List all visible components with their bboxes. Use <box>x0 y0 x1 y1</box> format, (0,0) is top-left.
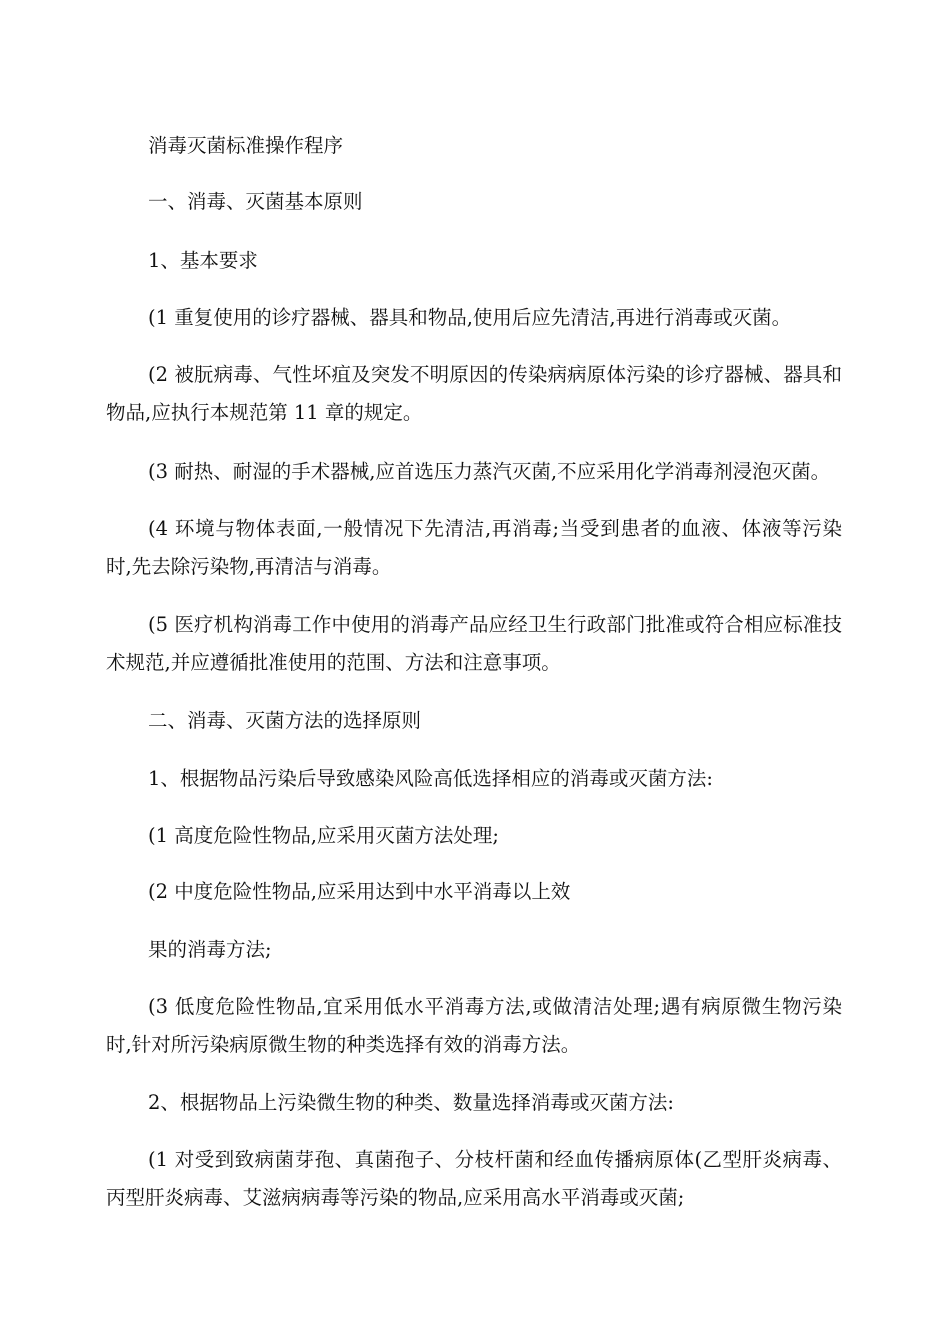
paragraph-2-2-1: (1 对受到致病菌芽孢、真菌孢子、分枝杆菌和经血传播病原体(乙型肝炎病毒、丙型肝炎病毒、艾滋病病毒等污染的物品,应采用高水平消毒或灭菌; <box>106 1148 842 1209</box>
section-heading-2: 二、消毒、灭菌方法的选择原则 <box>148 709 422 732</box>
subsection-heading-1-1: 1、基本要求 <box>148 249 258 272</box>
subsection-heading-2-2: 2、根据物品上污染微生物的种类、数量选择消毒或灭菌方法: <box>148 1091 674 1114</box>
subsection-heading-2-1: 1、根据物品污染后导致感染风险高低选择相应的消毒或灭菌方法: <box>148 767 713 790</box>
paragraph-2-1-2: (2 中度危险性物品,应采用达到中水平消毒以上效 <box>148 880 571 903</box>
paragraph-1-1-1: (1 重复使用的诊疗器械、器具和物品,使用后应先清洁,再进行消毒或灭菌。 <box>148 306 792 329</box>
paragraph-1-1-5: (5 医疗机构消毒工作中使用的消毒产品应经卫生行政部门批准或符合相应标准技术规范,并应遵循批准使用的范围、方法和注意事项。 <box>106 613 842 674</box>
paragraph-1-1-4: (4 环境与物体表面,一般情况下先清洁,再消毒;当受到患者的血液、体液等污染时,先去除污染物,再清洁与消毒。 <box>106 517 842 578</box>
paragraph-2-1-2-continued: 果的消毒方法; <box>148 938 272 961</box>
paragraph-2-1-3: (3 低度危险性物品,宜采用低水平消毒方法,或做清洁处理;遇有病原微生物污染时,针对所污染病原微生物的种类选择有效的消毒方法。 <box>106 995 842 1056</box>
paragraph-1-1-3: (3 耐热、耐湿的手术器械,应首选压力蒸汽灭菌,不应采用化学消毒剂浸泡灭菌。 <box>148 460 831 483</box>
paragraph-2-1-1: (1 高度危险性物品,应采用灭菌方法处理; <box>148 824 499 847</box>
section-heading-1: 一、消毒、灭菌基本原则 <box>148 190 363 213</box>
paragraph-1-1-2: (2 被朊病毒、气性坏疽及突发不明原因的传染病病原体污染的诊疗器械、器具和物品,应执行本规范第 11 章的规定。 <box>106 363 842 424</box>
document-title: 消毒灭菌标准操作程序 <box>148 134 344 157</box>
